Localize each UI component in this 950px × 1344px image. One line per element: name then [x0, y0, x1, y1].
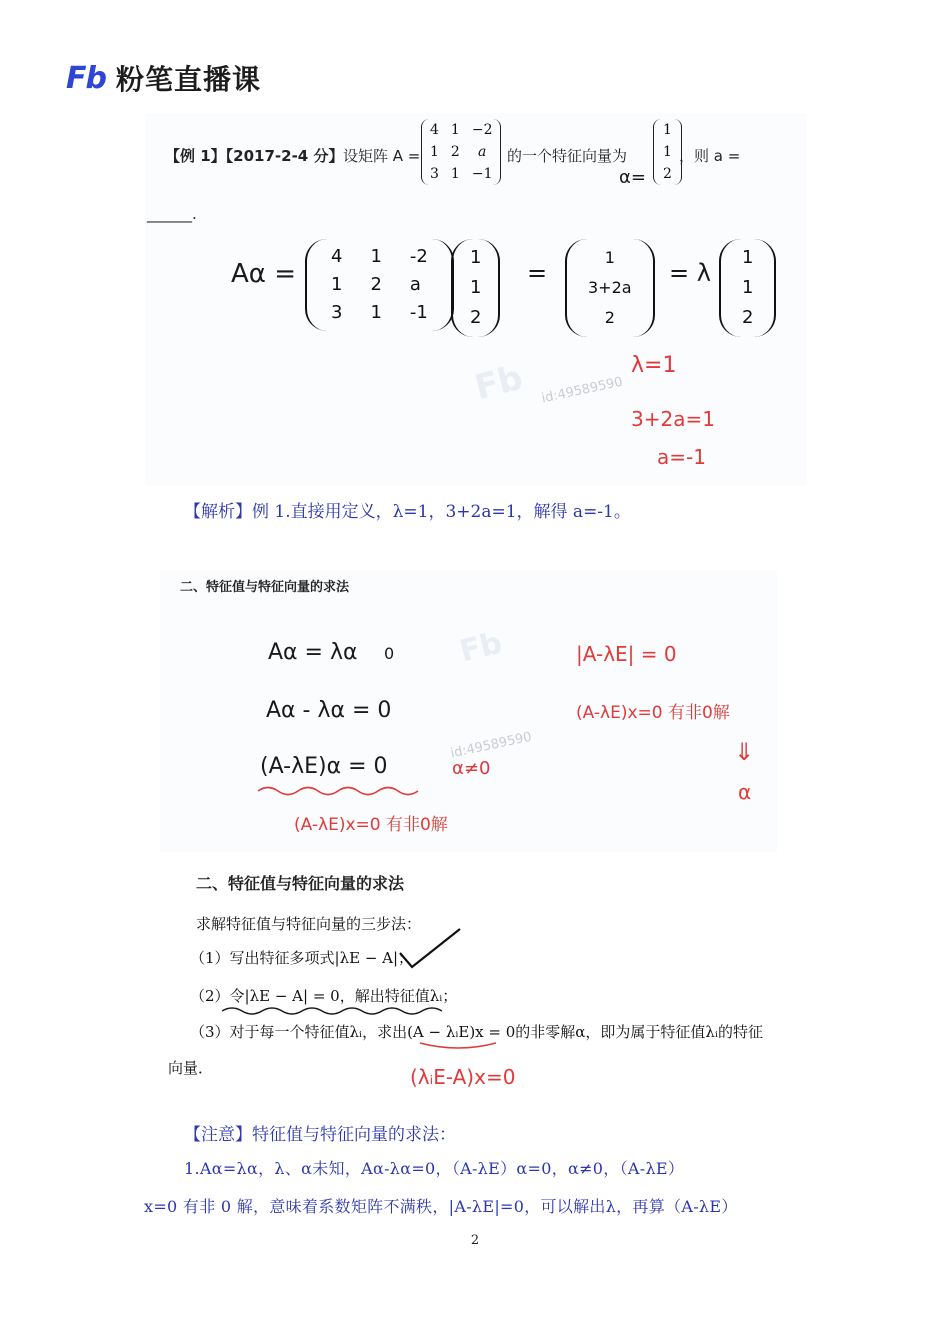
hand-line-2: Aα - λα = 0: [266, 698, 392, 723]
hand-equals-1: =: [527, 259, 548, 287]
example-tag: 【例 1】【2017-2-4 分】: [165, 147, 344, 165]
hand-vector: 1 1 2: [451, 239, 500, 337]
id-watermark: id:49589590: [449, 729, 534, 762]
id-watermark: id:49589590: [540, 374, 625, 407]
note-label: 【注意】: [184, 1125, 252, 1145]
hand-matrix: 4 1 -2 1 2 a 3 1 -1: [305, 239, 454, 331]
analysis-label: 【解析】: [184, 502, 252, 522]
brand-logo: [66, 58, 261, 98]
watermark: Fb: [456, 625, 506, 670]
step-1: （1）写出特征多项式|λE − A|；: [190, 949, 414, 967]
answer-blank: ______.: [147, 205, 197, 223]
page-number: 2: [470, 1233, 480, 1248]
hand-equation: (λᵢE-A)x=0: [410, 1065, 516, 1089]
hand-vector-2: 1 1 2: [719, 239, 776, 337]
step-2: （2）令|λE − A| = 0，解出特征值λᵢ；: [190, 987, 458, 1005]
analysis-text: 例 1.直接用定义，λ=1，3+2a=1，解得 a=-1。: [252, 502, 631, 522]
hand-equals-lambda: = λ: [669, 259, 711, 287]
question-pre: 设矩阵 A =: [343, 147, 421, 165]
three-step-scan: [160, 855, 782, 1105]
hand-result-vector: 1 3+2a 2: [565, 239, 655, 337]
hand-line-3: (A-λE)α = 0: [260, 754, 388, 779]
alpha-handwritten: α=: [619, 167, 646, 188]
brand-name: 粉笔直播课: [115, 63, 261, 96]
wavy-underline: [220, 1005, 450, 1017]
example-scan: [145, 113, 807, 485]
fb-logo-icon: Fb: [66, 60, 106, 96]
question-mid: 的一个特征向量为: [507, 147, 628, 165]
down-arrow-icon: ⇓: [734, 738, 755, 766]
question-post: ，则 a =: [679, 147, 741, 165]
hand-alpha: α: [738, 780, 752, 804]
eigen-vector: 1 1 2: [653, 119, 682, 185]
hand-line-4: (A-λE)x=0 有非0解: [294, 815, 448, 835]
section-title-small: 二、特征值与特征向量的求法: [180, 580, 350, 595]
three-step-intro: 求解特征值与特征向量的三步法：: [196, 915, 422, 933]
note-line-1: 1.Aα=λα，λ、α未知，Aα-λα=0，（A-λE）α=0，α≠0，（A-λE）: [184, 1159, 685, 1178]
hand-lambda-eq: λ=1: [631, 353, 677, 378]
section-title: 二、特征值与特征向量的求法: [196, 874, 405, 893]
check-mark-icon: [396, 925, 466, 971]
red-underline: [418, 1039, 498, 1051]
watermark: Fb: [470, 357, 527, 409]
hand-det-eq: |A-λE| = 0: [576, 642, 677, 666]
hand-lhs: Aα =: [231, 259, 296, 289]
hand-nonzero: (A-λE)x=0 有非0解: [576, 703, 730, 723]
hand-3-2a: 3+2a=1: [631, 407, 715, 431]
note-title: 特征值与特征向量的求法：: [252, 1125, 456, 1145]
note-line-2: x=0 有非 0 解，意味着系数矩阵不满秩，|A-λE|=0，可以解出λ，再算（A-λE）: [144, 1197, 738, 1216]
wavy-underline: [256, 784, 426, 798]
hand-a-eq: a=-1: [657, 445, 706, 469]
note-heading: [184, 1120, 456, 1145]
hand-line-1b: 0: [384, 644, 395, 663]
hand-line-1: Aα = λα: [268, 640, 358, 665]
hand-alpha-ne0: α≠0: [452, 758, 491, 779]
step-3-continued: 向量．: [168, 1059, 214, 1077]
step-3: （3）对于每一个特征值λᵢ，求出(A − λᵢE)x = 0的非零解α，即为属于特征值λᵢ的特征: [190, 1023, 763, 1041]
matrix-a: 4 1 −2 1 2 a 3 1 −1: [421, 119, 501, 185]
analysis-line: [184, 497, 631, 522]
derivation-scan: [160, 570, 777, 852]
